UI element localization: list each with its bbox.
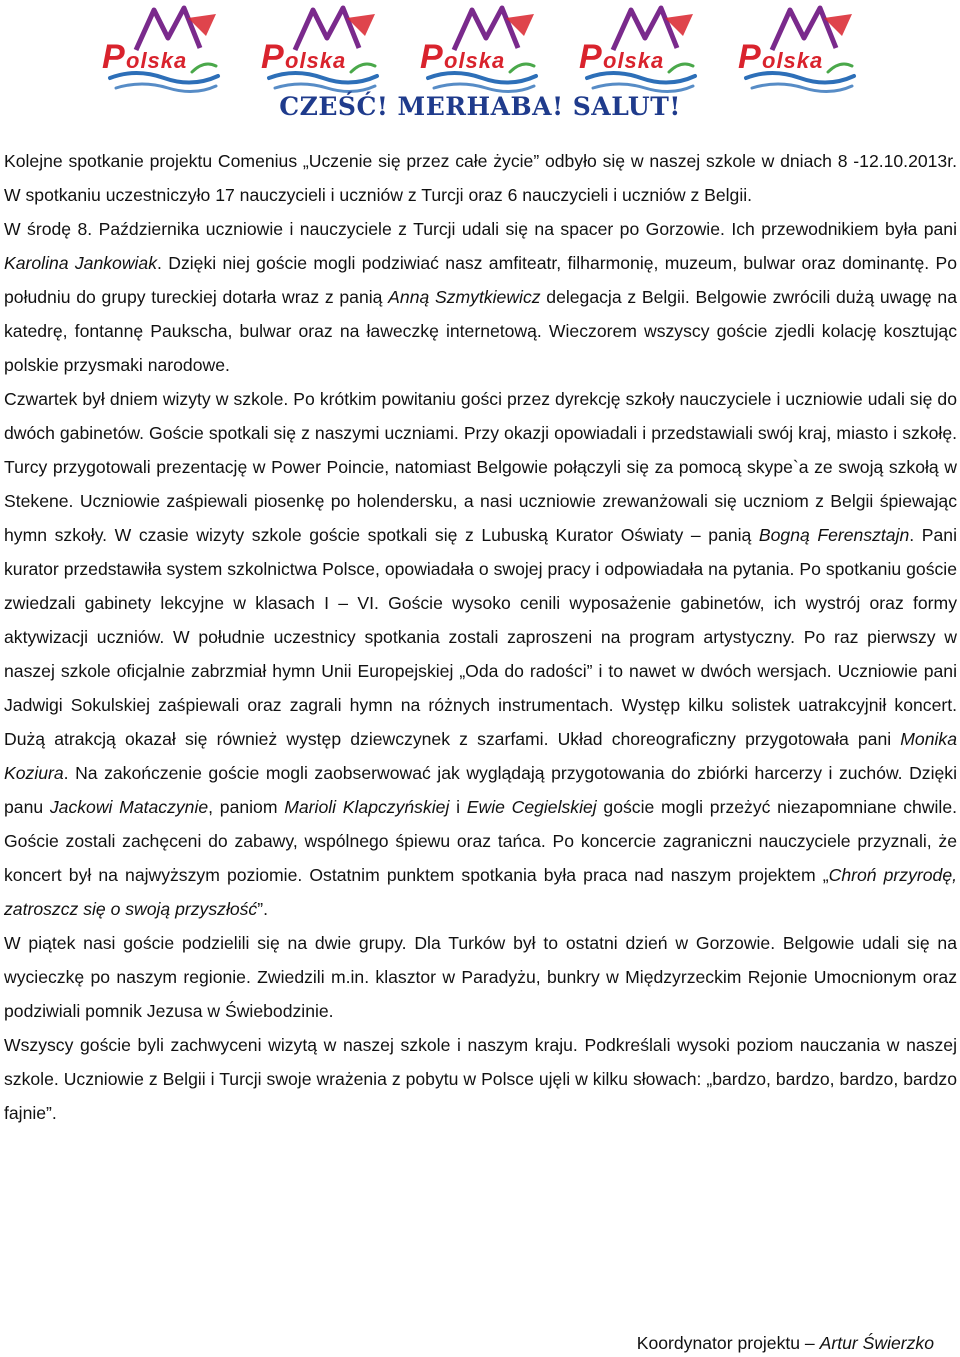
svg-text:olska: olska xyxy=(762,48,824,73)
svg-text:olska: olska xyxy=(285,48,347,73)
paragraph xyxy=(4,144,957,212)
text-run: . Pani kurator przedstawiła system szkolnictwa Polsce, opowiadała o swojej pracy i odpowiadała na pytania. Po spotkaniu goście zwiedzali gabinety lekcyjne w klasach I – VI. Goście wysoko cenili wyposażenie gabinetów, ich wystrój oraz formy aktywizacji uczniów. W południe uczestnicy spotkania zostali zaproszeni na program artystyczny. Po raz pierwszy w naszej szkole oficjalnie zabrzmiał hymn Unii Europejskiej „Oda do radości” i to nawet w dwóch wersjach. Uczniowie pani Jadwigi Sokulskiej zaśpiewali oraz zagrali hymn na różnych instrumentach. Występ kilku solistek uatrakcyjnił koncert. Dużą atrakcją okazał się również występ dziewczynek z szarfami. Układ choreograficzny przygotowała pani xyxy=(4,525,957,749)
article-body xyxy=(4,144,957,1130)
paragraph xyxy=(4,926,957,1028)
text-run: goście mogli przeżyć niezapomniane chwile. Goście zostali zachęceni do zabawy, wspólnego śpiewu oraz tańca. Po koncercie zagraniczni nauczyciele przyznali, że koncert był na najwyższym poziomie. Ostatnim punktem spotkania była praca nad naszym projektem „ xyxy=(4,797,957,885)
signature xyxy=(637,1330,934,1356)
polska-logo xyxy=(732,2,872,100)
text-run: Kolejne spotkanie projektu Comenius „Uczenie się przez całe życie” odbyło się w naszej szkole w dniach 8 -12.10.2013r. W spotkaniu uczestniczyło 17 nauczycieli i uczniów z Turcji oraz 6 nauczycieli i uczniów z Belgii. xyxy=(4,151,957,205)
italic-name: Ewie Cegielskiej xyxy=(466,797,597,817)
text-run: i xyxy=(449,797,467,817)
italic-name: Karolina Jankowiak xyxy=(4,253,158,273)
italic-name: Monika Koziura xyxy=(4,729,957,783)
signature-role: Koordynator projektu – xyxy=(636,1333,820,1353)
text-run: Wszyscy goście byli zachwyceni wizytą w naszej szkole i naszym kraju. Podkreślali wysoki poziom nauczania w naszej szkole. Uczniowie z Belgii i Turcji swoje wrażenia z pobytu w Polsce ujęli w kilku słowach: „bardzo, bardzo, bardzo, bardzo fajnie”. xyxy=(4,1035,957,1123)
italic-name: Marioli Klapczyńskiej xyxy=(284,797,450,817)
text-run: delegacja z Belgii. Belgowie zwrócili dużą uwagę na katedrę, fontannę Paukscha, bulwar oraz na ławeczkę internetową. Wieczorem wszyscy goście zjedli kolację kosztując polskie przysmaki narodowe. xyxy=(4,287,957,375)
svg-text:P: P xyxy=(261,38,284,76)
polska-logo xyxy=(96,2,236,100)
italic-name: Bogną Ferensztajn xyxy=(758,525,910,545)
text-run: . Dzięki niej goście mogli podziwiać nasz amfiteatr, filharmonię, muzeum, bulwar oraz dominantę. Po południu do grupy tureckiej dotarła wraz z panią xyxy=(4,253,957,307)
svg-text:P: P xyxy=(579,38,602,76)
italic-name: Chroń przyrodę, zatroszcz się o swoją przyszłość xyxy=(4,865,957,919)
svg-text:olska: olska xyxy=(444,48,506,73)
italic-name: Anną Szmytkiewicz xyxy=(388,287,541,307)
paragraph xyxy=(4,212,957,382)
paragraph xyxy=(4,382,957,926)
polska-logo xyxy=(414,2,554,100)
svg-text:P: P xyxy=(420,38,443,76)
svg-text:P: P xyxy=(738,38,761,76)
svg-text:olska: olska xyxy=(603,48,665,73)
text-run: , paniom xyxy=(208,797,285,817)
greeting-heading: CZEŚĆ! MERHABA! SALUT! xyxy=(279,92,681,121)
svg-text:olska: olska xyxy=(126,48,188,73)
polska-logo xyxy=(573,2,713,100)
italic-name: Jackowi Mataczynie xyxy=(49,797,209,817)
text-run: W środę 8. Października uczniowie i nauczyciele z Turcji udali się na spacer po Gorzowie. Ich przewodnikiem była pani xyxy=(4,219,957,239)
paragraph xyxy=(4,1028,957,1130)
logo-banner xyxy=(96,2,871,100)
signature-name: Artur Świerzko xyxy=(819,1333,934,1353)
svg-text:P: P xyxy=(102,38,125,76)
text-run: ”. xyxy=(257,899,268,919)
polska-logo xyxy=(255,2,395,100)
text-run: . Na zakończenie goście mogli zaobserwować jak wyglądają przygotowania do zbiórki harcerzy i zuchów. Dzięki panu xyxy=(4,763,957,817)
text-run: W piątek nasi goście podzielili się na dwie grupy. Dla Turków był to ostatni dzień w Gorzowie. Belgowie udali się na wycieczkę po naszym regionie. Zwiedzili m.in. klasztor w Paradyżu, bunkry w Międzyrzeckim Rejonie Umocnionym oraz podziwiali pomnik Jezusa w Świebodzinie. xyxy=(4,933,957,1021)
text-run: Czwartek był dniem wizyty w szkole. Po krótkim powitaniu gości przez dyrekcję szkoły nauczyciele i uczniowie udali się do dwóch gabinetów. Goście spotkali się z naszymi uczniami. Przy okazji opowiadali i przedstawiali swój kraj, miasto i szkołę. Turcy przygotowali prezentację w Power Poincie, natomiast Belgowie połączyli się za pomocą skype`a ze swoją szkołą w Stekene. Uczniowie zaśpiewali piosenkę po holendersku, a nasi uczniowie zrewanżowali się uczniom z Belgii śpiewając hymn szkoły. W czasie wizyty szkole goście spotkali się z Lubuską Kurator Oświaty – panią xyxy=(4,389,957,545)
